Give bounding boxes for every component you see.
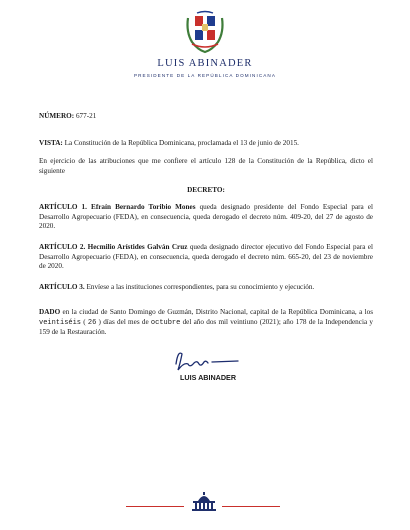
header-name: LUIS ABINADER [157, 58, 253, 69]
articulo-3-label: ARTÍCULO 3. [39, 283, 85, 291]
decree-number-value: 677-21 [75, 112, 97, 120]
articulo-3 [39, 283, 373, 293]
day-number: 26 [87, 318, 97, 327]
vista-label: VISTA: [39, 139, 63, 147]
dado-text-1: en la ciudad de Santo Domingo de Guzmán, Distrito Nacional, capital de la República Dominicana, a los [60, 308, 373, 316]
dado-label: DADO [39, 308, 61, 316]
vista-paragraph [39, 139, 373, 149]
articulo-2-label: ARTÍCULO 2. [39, 243, 86, 251]
handwritten-signature [166, 346, 246, 374]
ejercicio-paragraph: En ejercicio de las atribuciones que me confiere el artículo 128 de la Constitución de la República, dicto el siguiente [39, 157, 373, 175]
dado-paragraph [39, 308, 373, 338]
articulo-1-label: ARTÍCULO 1. [39, 203, 87, 211]
vista-text: La Constitución de la República Dominicana, proclamada el 13 de junio de 2015. [62, 139, 299, 147]
decreto-title: DECRETO: [187, 186, 225, 194]
coat-of-arms-icon [184, 10, 226, 54]
palace-icon [191, 491, 217, 511]
decree-number [39, 112, 373, 122]
articulo-2 [39, 243, 373, 272]
footer-divider-right [222, 506, 280, 507]
header-role: PRESIDENTE DE LA REPÚBLICA DOMINICANA [133, 73, 277, 78]
articulo-3-text: Envíese a las instituciones correspondientes, para su conocimiento y ejecución. [84, 283, 315, 291]
footer-divider-left [126, 506, 184, 507]
articulo-2-name: Hecmilio Arístides Galván Cruz [85, 243, 188, 251]
articulo-2-text: queda designado director ejecutivo del Fondo Especial para el Desarrollo Agropecuario (FEDA), en consecuencia, queda derogado el decreto núm. 665-20, del 23 de noviembre de 2020. [39, 243, 373, 271]
articulo-1 [39, 203, 373, 232]
dado-text-4: del año dos mil veintiuno (2021); año 178 de la Independencia y 159 de la Restauración. [39, 317, 373, 337]
signature-name: LUIS ABINADER [180, 373, 237, 382]
articulo-1-name: Efraín Bernardo Toribio Mones [86, 203, 196, 211]
dado-text-2: ( [81, 317, 88, 326]
decree-number-label: NÚMERO: [39, 112, 75, 120]
articulo-1-text: queda designado presidente del Fondo Especial para el Desarrollo Agropecuario (FEDA), en consecuencia, queda derogado el decreto núm. 409-20, del 27 de agosto de 2020. [39, 203, 373, 231]
month: octubre [150, 318, 181, 327]
dado-text-3: ) días del mes de [96, 317, 151, 326]
day-words: veintiséis [39, 318, 82, 327]
